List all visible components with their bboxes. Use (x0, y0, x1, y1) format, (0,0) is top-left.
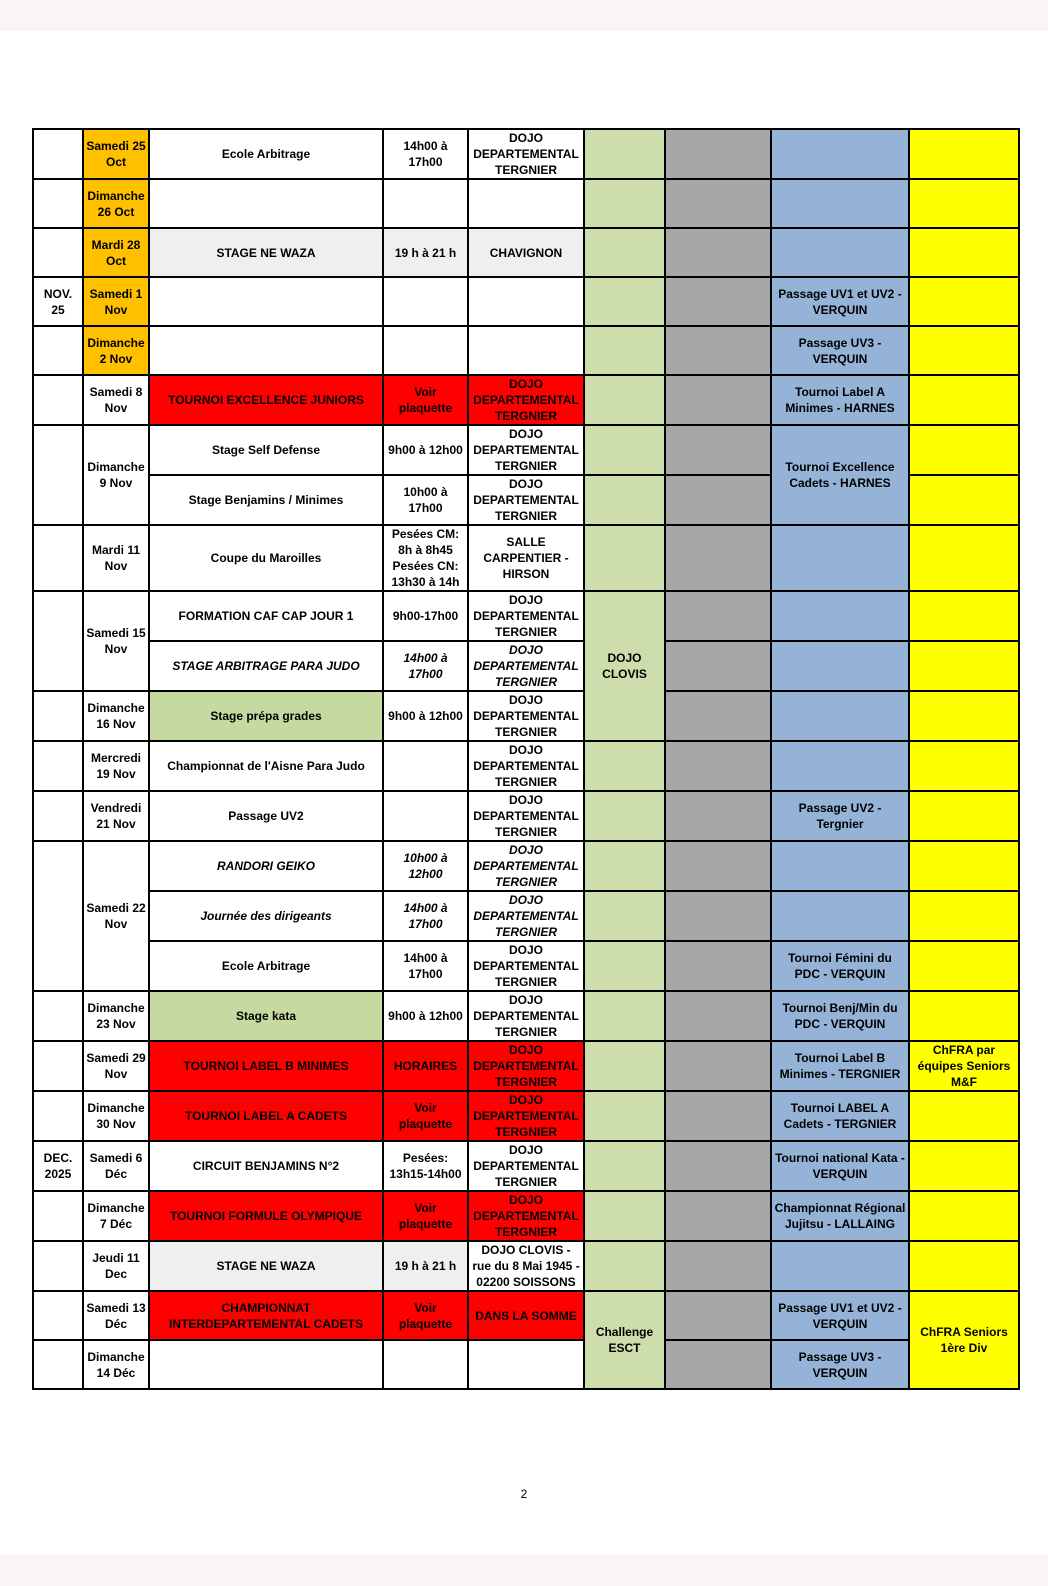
yellow-cell (909, 228, 1019, 277)
month-cell (33, 1241, 83, 1291)
time-cell: 19 h à 21 h (383, 1241, 468, 1291)
location-cell: DOJO DEPARTEMENTAL TERGNIER (468, 375, 584, 425)
table-row (33, 375, 1019, 425)
time-cell: 9h00-17h00 (383, 591, 468, 641)
day-cell: Samedi 6 Déc (83, 1141, 149, 1191)
day-cell: Dimanche 26 Oct (83, 179, 149, 228)
yellow-cell: ChFRA par équipes Seniors M&F (909, 1041, 1019, 1091)
blue-cell (771, 1241, 909, 1291)
time-cell: 9h00 à 12h00 (383, 425, 468, 475)
event-cell: CHAMPIONNAT INTERDEPARTEMENTAL CADETS (149, 1291, 383, 1340)
month-cell (33, 691, 83, 741)
page-number: 2 (520, 1487, 528, 1501)
event-cell (149, 326, 383, 375)
green-cell (584, 1041, 665, 1091)
day-cell: Samedi 22 Nov (83, 841, 149, 991)
event-cell: STAGE NE WAZA (149, 228, 383, 277)
green-cell (584, 1141, 665, 1191)
time-cell: 14h00 à 17h00 (383, 941, 468, 991)
grey-cell (665, 425, 771, 475)
table-row (33, 1141, 1019, 1191)
grey-cell (665, 277, 771, 326)
green-cell (584, 1091, 665, 1141)
day-cell: Mardi 11 Nov (83, 525, 149, 591)
time-cell: 14h00 à 17h00 (383, 891, 468, 941)
time-cell: 14h00 à 17h00 (383, 129, 468, 179)
event-cell: Passage UV2 (149, 791, 383, 841)
table-row (33, 1191, 1019, 1241)
time-cell (383, 1340, 468, 1389)
day-cell: Dimanche 14 Déc (83, 1340, 149, 1389)
month-cell (33, 1091, 83, 1141)
table-row (33, 277, 1019, 326)
yellow-cell (909, 591, 1019, 641)
green-cell (584, 741, 665, 791)
yellow-cell (909, 475, 1019, 525)
green-cell (584, 425, 665, 475)
yellow-cell (909, 375, 1019, 425)
yellow-cell (909, 1141, 1019, 1191)
grey-cell (665, 228, 771, 277)
month-cell (33, 991, 83, 1041)
yellow-cell (909, 791, 1019, 841)
calendar-table (32, 128, 1020, 1390)
grey-cell (665, 179, 771, 228)
grey-cell (665, 991, 771, 1041)
time-cell: 10h00 à 12h00 (383, 841, 468, 891)
event-cell: Coupe du Maroilles (149, 525, 383, 591)
day-cell: Dimanche 23 Nov (83, 991, 149, 1041)
blue-cell: Championnat Régional Jujitsu - LALLAING (771, 1191, 909, 1241)
day-cell: Vendredi 21 Nov (83, 791, 149, 841)
day-cell: Mercredi 19 Nov (83, 741, 149, 791)
green-cell (584, 375, 665, 425)
month-cell (33, 1340, 83, 1389)
table-row (33, 129, 1019, 179)
table-row (33, 891, 1019, 941)
grey-cell (665, 326, 771, 375)
green-cell (584, 941, 665, 991)
grey-cell (665, 891, 771, 941)
blue-cell (771, 891, 909, 941)
yellow-cell (909, 425, 1019, 475)
yellow-cell: ChFRA Seniors 1ère Div (909, 1291, 1019, 1389)
green-cell (584, 841, 665, 891)
blue-cell: Tournoi Fémini du PDC - VERQUIN (771, 941, 909, 991)
blue-cell: Tournoi Benj/Min du PDC - VERQUIN (771, 991, 909, 1041)
location-cell: DOJO CLOVIS - rue du 8 Mai 1945 - 02200 SOISSONS (468, 1241, 584, 1291)
day-cell: Jeudi 11 Dec (83, 1241, 149, 1291)
grey-cell (665, 525, 771, 591)
time-cell: Voir plaquette (383, 1191, 468, 1241)
grey-cell (665, 1241, 771, 1291)
day-cell: Dimanche 2 Nov (83, 326, 149, 375)
location-cell: DOJO DEPARTEMENTAL TERGNIER (468, 941, 584, 991)
time-cell: Voir plaquette (383, 1091, 468, 1141)
time-cell: Voir plaquette (383, 1291, 468, 1340)
blue-cell (771, 841, 909, 891)
location-cell: DOJO DEPARTEMENTAL TERGNIER (468, 425, 584, 475)
day-cell: Samedi 25 Oct (83, 129, 149, 179)
time-cell: 9h00 à 12h00 (383, 991, 468, 1041)
grey-cell (665, 1340, 771, 1389)
event-cell (149, 1340, 383, 1389)
yellow-cell (909, 1241, 1019, 1291)
time-cell (383, 741, 468, 791)
time-cell: 10h00 à 17h00 (383, 475, 468, 525)
grey-cell (665, 1191, 771, 1241)
grey-cell (665, 129, 771, 179)
bottom-band (0, 1555, 1048, 1586)
grey-cell (665, 475, 771, 525)
location-cell: SALLE CARPENTIER - HIRSON (468, 525, 584, 591)
time-cell: 9h00 à 12h00 (383, 691, 468, 741)
day-cell: Dimanche 9 Nov (83, 425, 149, 525)
green-cell (584, 891, 665, 941)
table-row (33, 1091, 1019, 1141)
day-cell: Dimanche 30 Nov (83, 1091, 149, 1141)
location-cell: DOJO DEPARTEMENTAL TERGNIER (468, 1041, 584, 1091)
location-cell: DOJO DEPARTEMENTAL TERGNIER (468, 641, 584, 691)
day-cell: Dimanche 16 Nov (83, 691, 149, 741)
yellow-cell (909, 691, 1019, 741)
event-cell: TOURNOI LABEL B MINIMES (149, 1041, 383, 1091)
table-row (33, 525, 1019, 591)
blue-cell: Tournoi Excellence Cadets - HARNES (771, 425, 909, 525)
location-cell: DOJO DEPARTEMENTAL TERGNIER (468, 1091, 584, 1141)
location-cell: DOJO DEPARTEMENTAL TERGNIER (468, 891, 584, 941)
location-cell: DOJO DEPARTEMENTAL TERGNIER (468, 741, 584, 791)
blue-cell (771, 641, 909, 691)
yellow-cell (909, 741, 1019, 791)
yellow-cell (909, 277, 1019, 326)
green-cell: Challenge ESCT (584, 1291, 665, 1389)
table-row (33, 228, 1019, 277)
blue-cell: Tournoi national Kata - VERQUIN (771, 1141, 909, 1191)
blue-cell (771, 691, 909, 741)
day-cell: Mardi 28 Oct (83, 228, 149, 277)
event-cell: TOURNOI FORMULE OLYMPIQUE (149, 1191, 383, 1241)
blue-cell: Tournoi LABEL A Cadets - TERGNIER (771, 1091, 909, 1141)
event-cell: FORMATION CAF CAP JOUR 1 (149, 591, 383, 641)
day-cell: Samedi 8 Nov (83, 375, 149, 425)
event-cell: STAGE ARBITRAGE PARA JUDO (149, 641, 383, 691)
grey-cell (665, 691, 771, 741)
month-cell (33, 741, 83, 791)
event-cell (149, 277, 383, 326)
table-row (33, 326, 1019, 375)
location-cell: DOJO DEPARTEMENTAL TERGNIER (468, 129, 584, 179)
green-cell (584, 991, 665, 1041)
grey-cell (665, 375, 771, 425)
location-cell (468, 326, 584, 375)
green-cell (584, 326, 665, 375)
grey-cell (665, 1041, 771, 1091)
blue-cell: Passage UV2 - Tergnier (771, 791, 909, 841)
yellow-cell (909, 941, 1019, 991)
green-cell (584, 525, 665, 591)
green-cell (584, 277, 665, 326)
table-row (33, 691, 1019, 741)
event-cell: Stage Benjamins / Minimes (149, 475, 383, 525)
location-cell (468, 1340, 584, 1389)
day-cell: Samedi 13 Déc (83, 1291, 149, 1340)
table-row (33, 1291, 1019, 1340)
blue-cell (771, 741, 909, 791)
green-cell (584, 1191, 665, 1241)
green-cell (584, 129, 665, 179)
month-cell (33, 1191, 83, 1241)
table-row (33, 179, 1019, 228)
time-cell (383, 277, 468, 326)
top-band (0, 0, 1048, 31)
table-row (33, 1340, 1019, 1389)
table-row (33, 641, 1019, 691)
event-cell: Journée des dirigeants (149, 891, 383, 941)
month-cell (33, 1291, 83, 1340)
table-row (33, 941, 1019, 991)
grey-cell (665, 741, 771, 791)
table-row (33, 1041, 1019, 1091)
location-cell: DOJO DEPARTEMENTAL TERGNIER (468, 475, 584, 525)
month-cell: DEC. 2025 (33, 1141, 83, 1191)
yellow-cell (909, 1091, 1019, 1141)
location-cell: CHAVIGNON (468, 228, 584, 277)
event-cell: Championnat de l'Aisne Para Judo (149, 741, 383, 791)
time-cell: Pesées: 13h15-14h00 (383, 1141, 468, 1191)
yellow-cell (909, 326, 1019, 375)
grey-cell (665, 841, 771, 891)
month-cell (33, 228, 83, 277)
table-row (33, 741, 1019, 791)
event-cell: Ecole Arbitrage (149, 129, 383, 179)
event-cell: Stage kata (149, 991, 383, 1041)
yellow-cell (909, 991, 1019, 1041)
month-cell (33, 425, 83, 525)
yellow-cell (909, 841, 1019, 891)
location-cell (468, 277, 584, 326)
grey-cell (665, 641, 771, 691)
month-cell (33, 791, 83, 841)
grey-cell (665, 1291, 771, 1340)
yellow-cell (909, 1191, 1019, 1241)
location-cell: DOJO DEPARTEMENTAL TERGNIER (468, 691, 584, 741)
blue-cell: Passage UV1 et UV2 - VERQUIN (771, 277, 909, 326)
time-cell: Pesées CM: 8h à 8h45 Pesées CN: 13h30 à 14h (383, 525, 468, 591)
event-cell: TOURNOI LABEL A CADETS (149, 1091, 383, 1141)
grey-cell (665, 1141, 771, 1191)
green-cell (584, 179, 665, 228)
month-cell: NOV. 25 (33, 277, 83, 326)
green-cell (584, 228, 665, 277)
grey-cell (665, 1091, 771, 1141)
location-cell: DOJO DEPARTEMENTAL TERGNIER (468, 841, 584, 891)
time-cell: Voir plaquette (383, 375, 468, 425)
green-cell (584, 791, 665, 841)
time-cell (383, 179, 468, 228)
day-cell: Samedi 15 Nov (83, 591, 149, 691)
day-cell: Dimanche 7 Déc (83, 1191, 149, 1241)
month-cell (33, 179, 83, 228)
blue-cell (771, 525, 909, 591)
event-cell: CIRCUIT BENJAMINS N°2 (149, 1141, 383, 1191)
blue-cell: Tournoi Label A Minimes - HARNES (771, 375, 909, 425)
location-cell: DOJO DEPARTEMENTAL TERGNIER (468, 1141, 584, 1191)
blue-cell: Passage UV1 et UV2 - VERQUIN (771, 1291, 909, 1340)
blue-cell: Passage UV3 - VERQUIN (771, 326, 909, 375)
event-cell: TOURNOI EXCELLENCE JUNIORS (149, 375, 383, 425)
location-cell: DOJO DEPARTEMENTAL TERGNIER (468, 591, 584, 641)
blue-cell (771, 129, 909, 179)
yellow-cell (909, 641, 1019, 691)
month-cell (33, 1041, 83, 1091)
grey-cell (665, 791, 771, 841)
blue-cell (771, 179, 909, 228)
event-cell (149, 179, 383, 228)
table-row (33, 1241, 1019, 1291)
month-cell (33, 129, 83, 179)
table-row (33, 991, 1019, 1041)
month-cell (33, 326, 83, 375)
time-cell: 14h00 à 17h00 (383, 641, 468, 691)
time-cell (383, 791, 468, 841)
yellow-cell (909, 891, 1019, 941)
table-row (33, 841, 1019, 891)
location-cell: DOJO DEPARTEMENTAL TERGNIER (468, 1191, 584, 1241)
table-row (33, 425, 1019, 475)
blue-cell (771, 591, 909, 641)
month-cell (33, 841, 83, 991)
month-cell (33, 591, 83, 691)
time-cell: HORAIRES (383, 1041, 468, 1091)
grey-cell (665, 941, 771, 991)
event-cell: STAGE NE WAZA (149, 1241, 383, 1291)
green-cell (584, 1241, 665, 1291)
blue-cell: Tournoi Label B Minimes - TERGNIER (771, 1041, 909, 1091)
event-cell: Ecole Arbitrage (149, 941, 383, 991)
green-cell: DOJO CLOVIS (584, 591, 665, 741)
blue-cell (771, 228, 909, 277)
blue-cell: Passage UV3 - VERQUIN (771, 1340, 909, 1389)
time-cell: 19 h à 21 h (383, 228, 468, 277)
grey-cell (665, 591, 771, 641)
yellow-cell (909, 525, 1019, 591)
green-cell (584, 475, 665, 525)
day-cell: Samedi 1 Nov (83, 277, 149, 326)
event-cell: Stage prépa grades (149, 691, 383, 741)
month-cell (33, 375, 83, 425)
location-cell: DOJO DEPARTEMENTAL TERGNIER (468, 991, 584, 1041)
event-cell: Stage Self Defense (149, 425, 383, 475)
day-cell: Samedi 29 Nov (83, 1041, 149, 1091)
table-row (33, 791, 1019, 841)
location-cell (468, 179, 584, 228)
month-cell (33, 525, 83, 591)
yellow-cell (909, 179, 1019, 228)
time-cell (383, 326, 468, 375)
location-cell: DANS LA SOMME (468, 1291, 584, 1340)
event-cell: RANDORI GEIKO (149, 841, 383, 891)
location-cell: DOJO DEPARTEMENTAL TERGNIER (468, 791, 584, 841)
yellow-cell (909, 129, 1019, 179)
table-row (33, 591, 1019, 641)
